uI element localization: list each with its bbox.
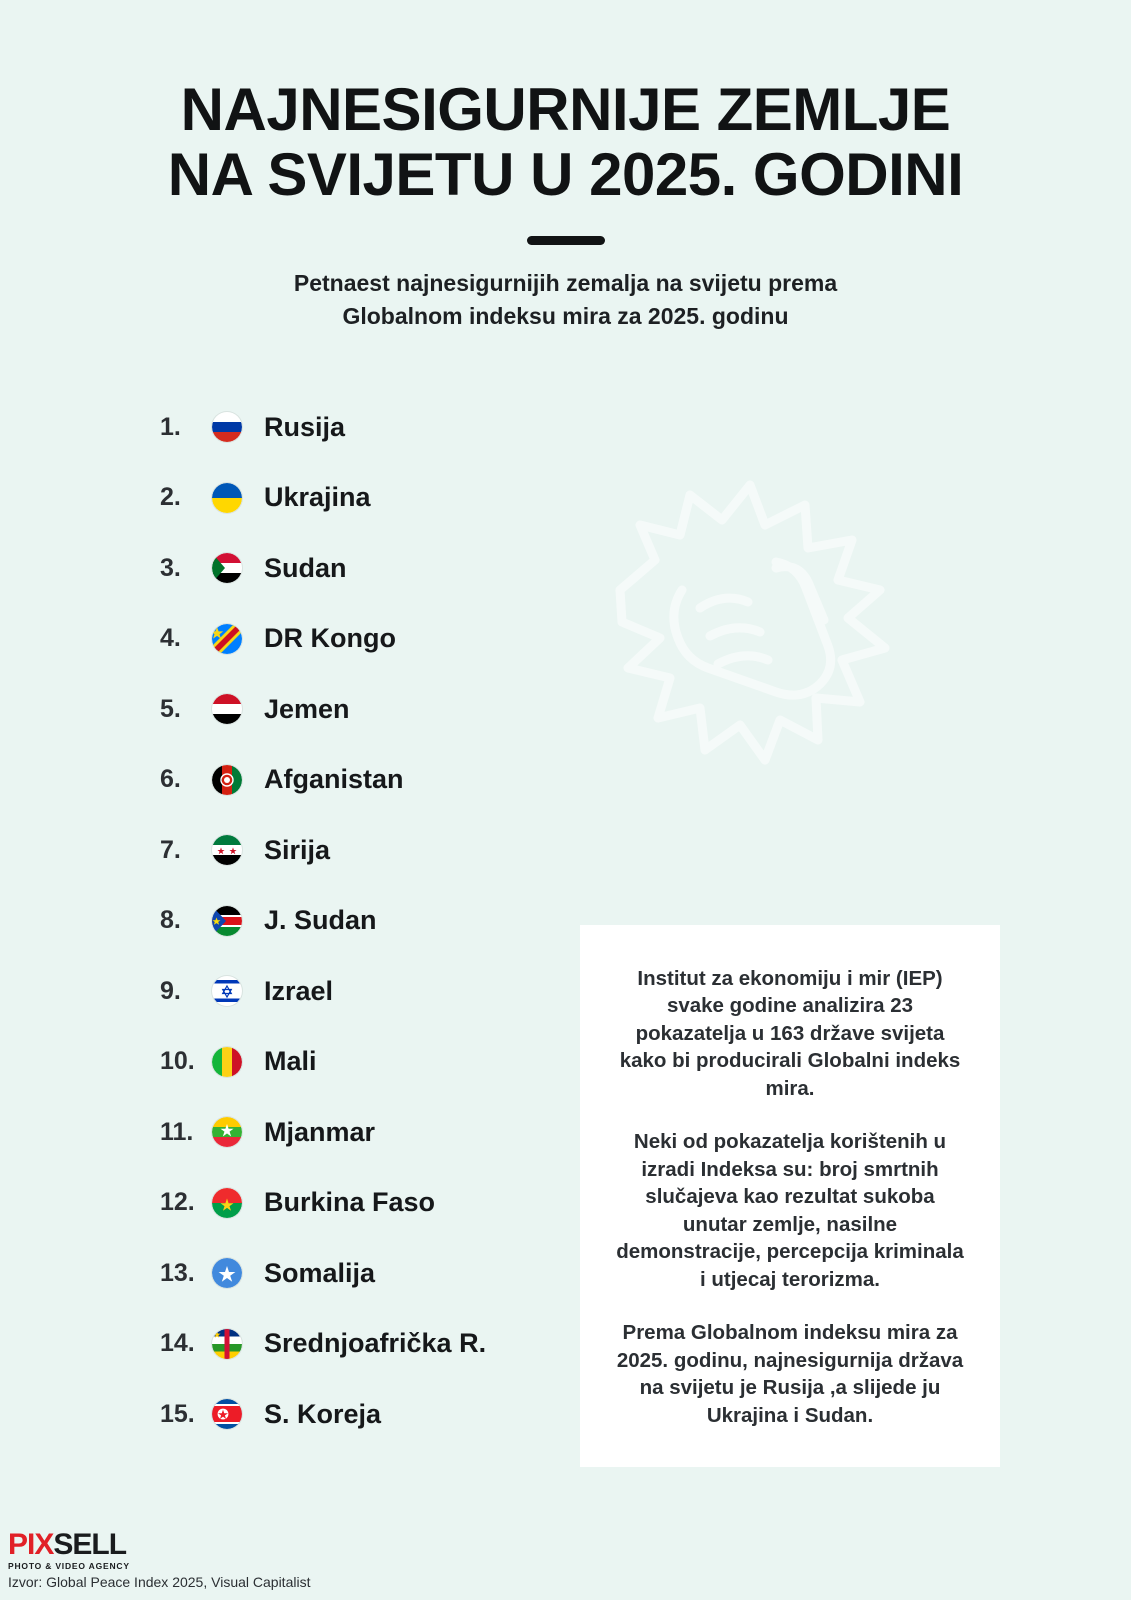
rank-number: 12. xyxy=(160,1188,195,1217)
country-name: Somalija xyxy=(264,1257,376,1288)
list-item xyxy=(160,533,580,604)
country-name: Sudan xyxy=(264,552,347,583)
rank-number: 9. xyxy=(160,976,181,1005)
list-item xyxy=(160,815,580,886)
country-name: DR Kongo xyxy=(264,623,396,654)
list-item xyxy=(160,392,580,463)
info-paragraph-2: Neki od pokazatelja korištenih u izradi Indeksa su: broj smrtnih slučajeva kao rezultat sukoba unutar zemlje, nasilne demonstracije, percepcija kriminala i utjecaj terorizma. xyxy=(616,1130,964,1291)
list-item xyxy=(160,1309,580,1380)
list-item xyxy=(160,1379,580,1450)
flag-yemen-icon xyxy=(212,694,242,724)
rank-number: 11. xyxy=(160,1117,194,1146)
info-paragraph-3: Prema Globalnom indeksu mira za 2025. godinu, najnesigurnija država na svijetu je Rusija ,a slijede ju Ukrajina i Sudan. xyxy=(616,1321,964,1427)
list-item xyxy=(160,1168,580,1239)
country-name: S. Koreja xyxy=(264,1398,382,1429)
flag-mali-icon xyxy=(212,1047,242,1077)
rank-number: 13. xyxy=(160,1258,195,1287)
country-name: Ukrajina xyxy=(264,482,371,513)
country-name: Mali xyxy=(264,1046,317,1077)
page-title xyxy=(40,78,1091,208)
list-item xyxy=(160,463,580,534)
rank-number: 14. xyxy=(160,1329,195,1358)
list-item xyxy=(160,1027,580,1098)
logo-tagline: PHOTO & VIDEO AGENCY xyxy=(8,1561,130,1571)
logo-pix-text: PIX xyxy=(8,1528,54,1561)
country-name: Mjanmar xyxy=(264,1116,376,1147)
list-item xyxy=(160,1097,580,1168)
title-divider xyxy=(527,236,605,245)
country-name: Srednjoafrička R. xyxy=(264,1328,487,1359)
country-name: Burkina Faso xyxy=(264,1187,436,1218)
list-item xyxy=(160,1238,580,1309)
flag-afghanistan-icon xyxy=(212,765,242,795)
flag-central-african-republic-icon xyxy=(212,1329,242,1359)
list-item xyxy=(160,674,580,745)
header xyxy=(0,0,1131,333)
list-item xyxy=(160,604,580,675)
list-item xyxy=(160,956,580,1027)
rank-number: 3. xyxy=(160,553,181,582)
rank-number: 8. xyxy=(160,906,181,935)
flag-ukraine-icon xyxy=(212,483,242,513)
page-title-line-2: NA SVIJETU U 2025. GODINI xyxy=(167,140,964,208)
source-text: Izvor: Global Peace Index 2025, Visual Capitalist xyxy=(8,1574,311,1590)
list-item xyxy=(160,745,580,816)
country-name: Rusija xyxy=(264,411,346,442)
flag-somalia-icon xyxy=(212,1258,242,1288)
raised-fist-watermark-icon xyxy=(560,440,990,870)
country-name: J. Sudan xyxy=(264,905,377,936)
flag-myanmar-icon xyxy=(212,1117,242,1147)
rank-number: 4. xyxy=(160,624,181,653)
page-subtitle-line-2: Globalnom indeksu mira za 2025. godinu xyxy=(342,302,789,329)
country-name: Afganistan xyxy=(264,764,404,795)
country-ranking-list xyxy=(160,392,580,1450)
flag-south-sudan-icon xyxy=(212,906,242,936)
flag-dr-congo-icon xyxy=(212,624,242,654)
info-box xyxy=(580,925,1000,1467)
rank-number: 6. xyxy=(160,765,181,794)
country-name: Sirija xyxy=(264,834,331,865)
country-name: Izrael xyxy=(264,975,334,1006)
info-paragraph-1: Institut za ekonomiju i mir (IEP) svake godine analizira 23 pokazatelja u 163 države svijeta kako bi producirali Globalni indeks mira. xyxy=(619,967,961,1100)
pixsell-logo xyxy=(8,1530,310,1560)
page-subtitle xyxy=(146,267,986,334)
flag-burkina-faso-icon xyxy=(212,1188,242,1218)
rank-number: 7. xyxy=(160,835,181,864)
country-name: Jemen xyxy=(264,693,350,724)
rank-number: 5. xyxy=(160,694,181,723)
rank-number: 10. xyxy=(160,1047,195,1076)
flag-israel-icon xyxy=(212,976,242,1006)
page-title-line-1: NAJNESIGURNIJE ZEMLJE xyxy=(180,76,951,143)
flag-north-korea-icon xyxy=(212,1399,242,1429)
flag-sudan-icon xyxy=(212,553,242,583)
rank-number: 1. xyxy=(160,412,181,441)
flag-syria-icon xyxy=(212,835,242,865)
flag-russia-icon xyxy=(212,412,242,442)
footer xyxy=(8,1530,310,1590)
rank-number: 15. xyxy=(160,1399,195,1428)
logo-sell-text: SELL xyxy=(53,1528,127,1561)
page-subtitle-line-1: Petnaest najnesigurnijih zemalja na svijetu prema xyxy=(293,269,838,296)
list-item xyxy=(160,886,580,957)
rank-number: 2. xyxy=(160,483,181,512)
